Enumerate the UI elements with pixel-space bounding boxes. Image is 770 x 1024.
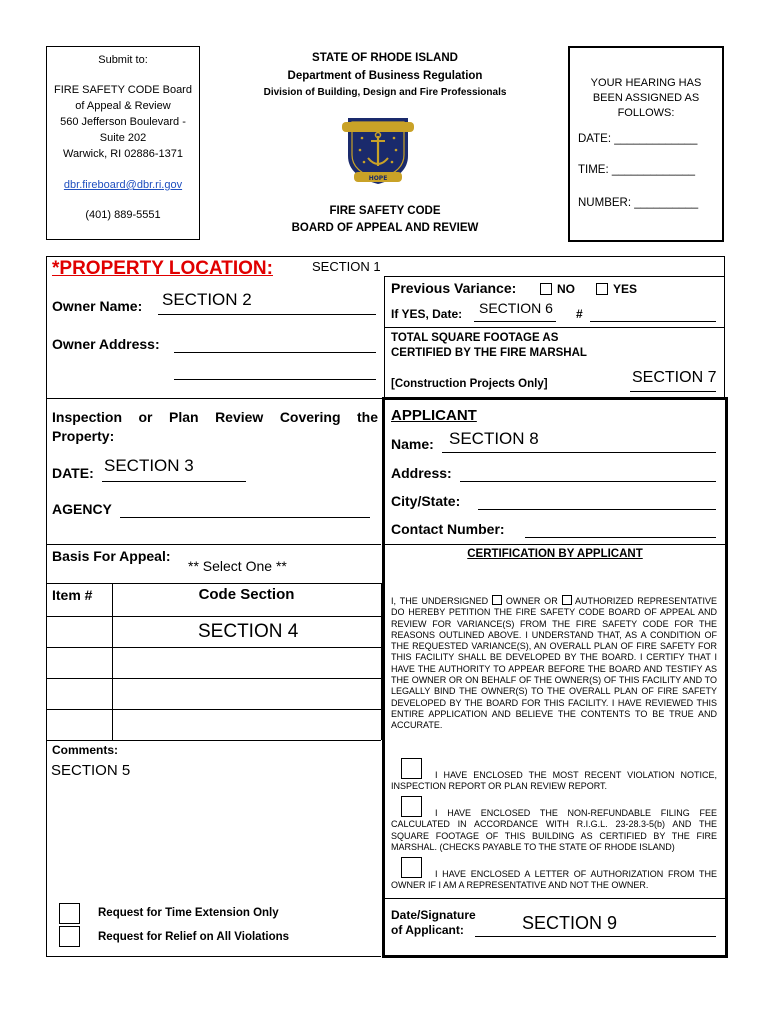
section7-field[interactable]: SECTION 7 bbox=[632, 369, 717, 386]
hearing-title: YOUR HEARING HAS BEEN ASSIGNED AS FOLLOWS: bbox=[590, 77, 702, 119]
inspection-label: Inspection or Plan Review Covering the Property: bbox=[52, 409, 378, 444]
relief-all-violations-checkbox[interactable] bbox=[59, 926, 80, 947]
applicant-address-label: Address: bbox=[391, 465, 452, 481]
section8-field[interactable]: SECTION 8 bbox=[449, 429, 539, 448]
inspection-date-line bbox=[102, 481, 246, 482]
time-extension-checkbox[interactable] bbox=[59, 903, 80, 924]
applicant-name-line bbox=[442, 452, 716, 453]
applicant-contact-line[interactable] bbox=[525, 537, 716, 538]
header-board-line2: BOARD OF APPEAL AND REVIEW bbox=[291, 222, 479, 234]
divider bbox=[46, 678, 381, 679]
variance-no-label: NO bbox=[557, 282, 575, 296]
section6-field[interactable]: SECTION 6 bbox=[479, 300, 553, 316]
section3-field[interactable]: SECTION 3 bbox=[104, 456, 194, 475]
submit-to-address bbox=[46, 82, 200, 162]
divider bbox=[112, 583, 113, 740]
item-number-header: Item # bbox=[52, 587, 93, 603]
code-section-header: Code Section bbox=[198, 586, 295, 603]
certification-title: CERTIFICATION BY APPLICANT bbox=[467, 548, 643, 560]
section1-field[interactable]: SECTION 1 bbox=[312, 259, 381, 274]
certification-text bbox=[391, 594, 717, 732]
header-board-line1: FIRE SAFETY CODE bbox=[329, 205, 441, 217]
board-email-link[interactable]: dbr.fireboard@dbr.ri.gov bbox=[63, 179, 183, 191]
time-extension-label: Request for Time Extension Only bbox=[98, 907, 279, 919]
svg-text:HOPE: HOPE bbox=[368, 175, 388, 182]
variance-date-line bbox=[474, 321, 556, 322]
divider bbox=[46, 956, 381, 957]
address-line: Suite 202 bbox=[99, 132, 147, 144]
header-division: Division of Building, Design and Fire Professionals bbox=[263, 87, 507, 98]
applicant-title: APPLICANT bbox=[391, 407, 477, 424]
variance-no-checkbox[interactable] bbox=[540, 283, 552, 295]
owner-address-line-2[interactable] bbox=[174, 379, 376, 380]
address-line: Warwick, RI 02886-1371 bbox=[62, 148, 184, 160]
basis-select-dropdown[interactable]: ** Select One ** bbox=[188, 558, 287, 574]
previous-variance-label: Previous Variance: bbox=[391, 280, 517, 296]
hearing-date: DATE: _____________ bbox=[578, 133, 698, 145]
applicant-contact-label: Contact Number: bbox=[391, 521, 505, 537]
signature-label-line1: Date/Signature bbox=[391, 908, 476, 922]
divider bbox=[46, 740, 381, 741]
enclosed-violation-text: I HAVE ENCLOSED THE MOST RECENT VIOLATION NOTICE, INSPECTION REPORT OR PLAN REVIEW REPORT. bbox=[391, 770, 717, 792]
divider bbox=[46, 709, 381, 710]
divider bbox=[724, 256, 725, 398]
inspection-date-label: DATE: bbox=[52, 465, 94, 481]
enclosed-fee-text: I HAVE ENCLOSED THE NON-REFUNDABLE FILING FEE CALCULATED IN ACCORDANCE WITH R.I.G.L. 23-28.3-5(b) AND THE SQUARE FOOTAGE OF THIS BUILDING AS CERTIFIED BY THE FIRE MARSHAL. (CHECKS PAYABLE TO THE STATE OF RHODE ISLAND) bbox=[391, 808, 717, 852]
applicant-city-line[interactable] bbox=[478, 509, 716, 510]
cert-text-part: OWNER OR bbox=[505, 596, 558, 606]
applicant-name-label: Name: bbox=[391, 436, 434, 452]
cert-text-part: AUTHORIZED REPRESENTATIVE DO HEREBY PETITION THE FIRE SAFETY CODE BOARD OF APPEAL AND REVIEW FOR VARIANCE(S) FROM THE FIRE SAFETY CODE FOR THE REASONS OUTLINED ABOVE. I UNDERSTAND THAT, AS A CONDITION OF THE REQUESTED VARIANCE(S), AN OVERALL PLAN OF FIRE SAFETY FOR THIS FACILITY SHALL BE DEVELOPED BY THE BOARD. I CERTIFY THAT I HAVE THE AUTHORITY TO APPEAR BEFORE THE BOARD AND TESTIFY AS THE OWNER OR ON BEHALF OF THE OWNER(S) OF THIS FACILITY AND TO LEGALLY BIND THE OWNER(S) TO THE OVERALL PLAN OF FIRE SAFETY DEVELOPED BY THE BOARD FOR THIS FACILITY. I HAVE REVIEWED THIS ENTIRE APPLICATION AND BELIEVE THE CONTENTS TO BE TRUE AND ACCURATE. bbox=[391, 596, 717, 731]
hearing-time: TIME: _____________ bbox=[578, 164, 696, 176]
owner-checkbox[interactable] bbox=[492, 595, 502, 605]
if-yes-date-label: If YES, Date: bbox=[391, 307, 463, 321]
variance-yes-checkbox[interactable] bbox=[596, 283, 608, 295]
divider bbox=[384, 327, 724, 328]
section9-field[interactable]: SECTION 9 bbox=[522, 913, 618, 933]
board-phone: (401) 889-5551 bbox=[85, 209, 161, 221]
owner-name-line bbox=[158, 314, 376, 315]
section2-field[interactable]: SECTION 2 bbox=[162, 290, 252, 309]
enclosed-authorization-text: I HAVE ENCLOSED A LETTER OF AUTHORIZATION FROM THE OWNER IF I AM A REPRESENTATIVE AND NOT THE OWNER. bbox=[391, 869, 717, 891]
divider bbox=[384, 898, 726, 899]
address-line: FIRE SAFETY CODE Board bbox=[54, 84, 192, 96]
address-line: 560 Jefferson Boulevard - bbox=[60, 116, 186, 128]
authorized-representative-checkbox[interactable] bbox=[562, 595, 572, 605]
comments-label: Comments: bbox=[52, 743, 119, 757]
agency-label: AGENCY bbox=[52, 501, 112, 517]
variance-number-line[interactable] bbox=[590, 321, 716, 322]
divider bbox=[384, 544, 726, 545]
basis-for-appeal-label: Basis For Appeal: bbox=[52, 548, 171, 564]
divider bbox=[46, 616, 381, 617]
section4-field[interactable]: SECTION 4 bbox=[198, 621, 299, 642]
cert-text-part: I, THE UNDERSIGNED bbox=[391, 596, 489, 606]
relief-all-violations-label: Request for Relief on All Violations bbox=[98, 931, 290, 943]
header-department: Department of Business Regulation bbox=[287, 70, 483, 82]
applicant-city-label: City/State: bbox=[391, 493, 461, 509]
divider bbox=[46, 544, 381, 545]
rhode-island-seal-icon bbox=[340, 110, 416, 188]
hearing-number: NUMBER: __________ bbox=[578, 197, 699, 209]
divider bbox=[46, 256, 724, 257]
construction-projects-note: [Construction Projects Only] bbox=[391, 378, 548, 390]
signature-line bbox=[475, 936, 716, 937]
signature-label-line2: of Applicant: bbox=[391, 923, 464, 937]
owner-address-label: Owner Address: bbox=[52, 336, 160, 352]
divider bbox=[46, 647, 381, 648]
submit-to-title: Submit to: bbox=[98, 54, 148, 66]
divider bbox=[381, 583, 382, 740]
divider bbox=[46, 256, 47, 956]
owner-name-label: Owner Name: bbox=[52, 298, 143, 314]
agency-line[interactable] bbox=[120, 517, 370, 518]
address-line: of Appeal & Review bbox=[75, 100, 171, 112]
square-footage-line2: CERTIFIED BY THE FIRE MARSHAL bbox=[391, 347, 587, 359]
variance-yes-label: YES bbox=[613, 282, 638, 296]
header-state: STATE OF RHODE ISLAND bbox=[312, 52, 458, 64]
square-footage-line1: TOTAL SQUARE FOOTAGE AS bbox=[391, 332, 559, 344]
square-footage-line bbox=[630, 391, 716, 392]
signature-label bbox=[391, 908, 476, 938]
divider bbox=[384, 276, 724, 277]
divider bbox=[46, 398, 386, 399]
property-location-title: *PROPERTY LOCATION: bbox=[52, 258, 273, 279]
applicant-address-line[interactable] bbox=[460, 481, 716, 482]
section5-field[interactable]: SECTION 5 bbox=[51, 762, 131, 779]
divider bbox=[46, 583, 381, 584]
variance-number-sign: # bbox=[576, 307, 583, 321]
divider bbox=[384, 276, 385, 398]
owner-address-line bbox=[174, 352, 376, 353]
